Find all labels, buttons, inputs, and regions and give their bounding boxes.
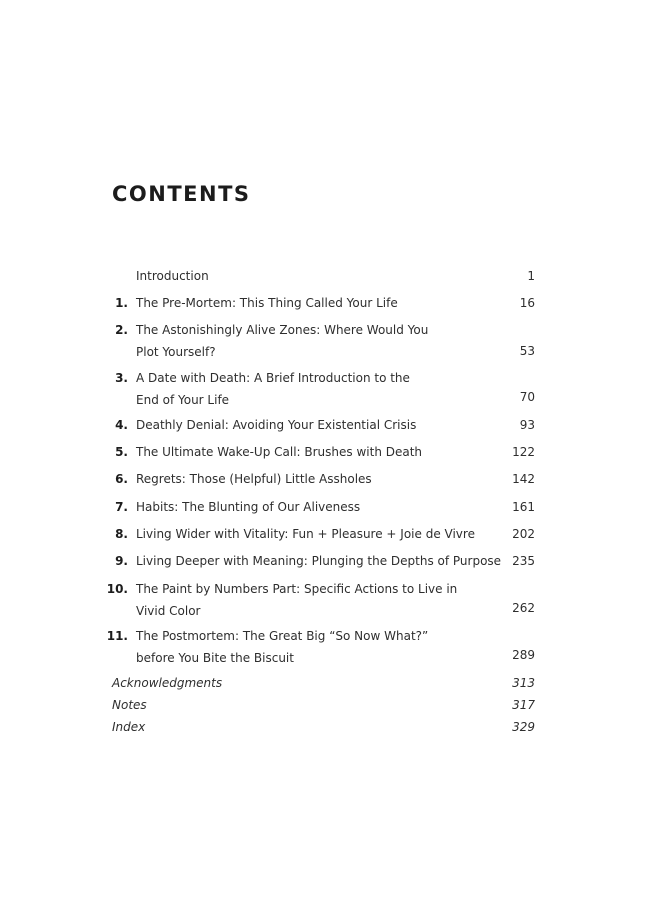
chapter-number: 9. — [115, 554, 128, 568]
chapter-number: 3. — [115, 371, 128, 385]
chapter-number: 5. — [115, 445, 128, 459]
chapter-title: The Postmortem: The Great Big “So Now What?” before You Bite the Biscuit — [136, 629, 429, 665]
page-number: 142 — [512, 472, 535, 486]
chapter-number: 7. — [115, 500, 128, 514]
page-number: 235 — [512, 554, 535, 568]
chapter-number: 2. — [115, 323, 128, 337]
page-number: 289 — [512, 648, 535, 662]
page-number: 262 — [512, 601, 535, 615]
chapter-title: Living Deeper with Meaning: Plunging the Depths of Purpose — [136, 554, 502, 568]
chapter-title: Regrets: Those (Helpful) Little Assholes — [136, 472, 372, 486]
page-number: 1 — [527, 269, 535, 283]
page-title: CONTENTS — [112, 182, 251, 206]
page-number: 317 — [512, 698, 535, 712]
chapter-number: 11. — [106, 629, 128, 643]
chapter-title: Introduction — [136, 269, 209, 283]
back-matter-title: Acknowledgments — [112, 676, 223, 690]
page-number: 53 — [519, 344, 535, 358]
page-number: 70 — [519, 390, 535, 404]
page-number: 313 — [512, 676, 535, 690]
chapter-title: Habits: The Blunting of Our Aliveness — [136, 500, 361, 514]
page-number: 16 — [519, 296, 535, 310]
chapter-title: The Paint by Numbers Part: Specific Actions to Live in Vivid Color — [136, 582, 458, 618]
page-number: 161 — [512, 500, 535, 514]
back-matter-title: Notes — [112, 698, 147, 712]
chapter-number: 1. — [115, 296, 128, 310]
chapter-title: The Ultimate Wake-Up Call: Brushes with Death — [136, 445, 423, 459]
page-number: 93 — [519, 418, 535, 432]
chapter-number: 10. — [106, 582, 128, 596]
chapter-number: 4. — [115, 418, 128, 432]
chapter-title: Deathly Denial: Avoiding Your Existential Crisis — [136, 418, 417, 432]
chapter-title: The Astonishingly Alive Zones: Where Would You Plot Yourself? — [136, 323, 429, 359]
page-number: 122 — [512, 445, 535, 459]
back-matter-title: Index — [112, 720, 146, 734]
chapter-title: The Pre-Mortem: This Thing Called Your Life — [136, 296, 398, 310]
chapter-number: 8. — [115, 527, 128, 541]
page-number: 202 — [512, 527, 535, 541]
chapter-number: 6. — [115, 472, 128, 486]
chapter-title: Living Wider with Vitality: Fun + Pleasure + Joie de Vivre — [136, 527, 475, 541]
chapter-title: A Date with Death: A Brief Introduction to the End of Your Life — [136, 371, 410, 407]
page-number: 329 — [512, 720, 535, 734]
